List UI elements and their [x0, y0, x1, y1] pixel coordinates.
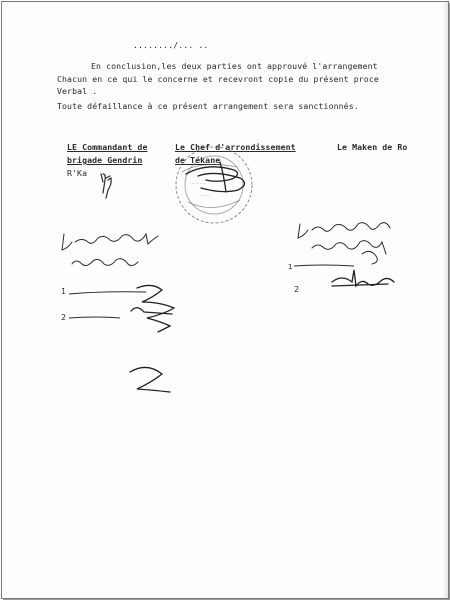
- right-handwritten-note: [298, 223, 390, 264]
- left-item-2-line: [69, 317, 120, 318]
- right-item-2-number: 2: [294, 285, 300, 294]
- signatory-center-place: de Tékane: [175, 155, 221, 165]
- body-line-2: Chacun en ce qui le concerne et recevront copie du présent proce: [57, 74, 379, 84]
- svg-text:.......: .......: [198, 192, 210, 198]
- document-page: [1, 1, 449, 599]
- signatory-left-title: LE Commandant de: [67, 142, 148, 152]
- body-line-3: Verbal .: [57, 86, 98, 96]
- right-item-2-signature: [332, 270, 394, 286]
- handwriting-layer: [2, 2, 448, 598]
- signatory-center-title: Le Chef d'arrondissement: [175, 142, 296, 152]
- left-item-2-number: 2: [61, 313, 67, 322]
- right-item-1-number: 1: [288, 263, 293, 271]
- right-item-1-line: [294, 265, 354, 266]
- signatory-left-place: R'Ka: [67, 168, 88, 178]
- left-handwritten-note: [62, 234, 158, 266]
- left-item-1-number: 1: [61, 287, 67, 296]
- page-marker: ......../... ..: [133, 40, 209, 50]
- body-line-4: Toute défaillance à ce présent arrangement sera sanctionnés.: [57, 101, 359, 111]
- body-line-1: En conclusion,les deux parties ont approuvé l'arrangement: [91, 61, 378, 71]
- signatory-right-title: Le Maken de Ro: [337, 142, 408, 152]
- official-stamp: [176, 147, 252, 223]
- left-item-1-line: [69, 292, 146, 294]
- svg-text:..........: ..........: [190, 180, 206, 186]
- signatory-left-unit: brigade Gendrin: [67, 155, 143, 165]
- left-signature: [101, 174, 111, 198]
- left-scribble-signatures: [130, 285, 174, 392]
